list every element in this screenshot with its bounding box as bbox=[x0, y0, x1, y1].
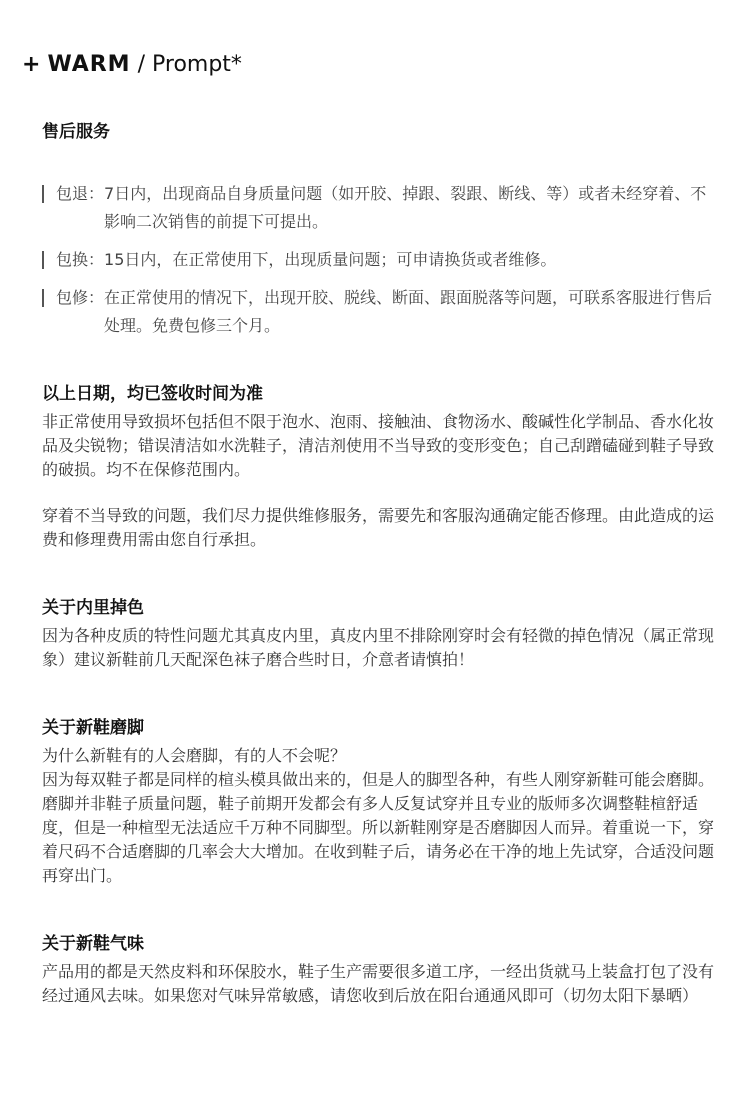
after-sales-title: 售后服务 bbox=[42, 122, 110, 142]
policy-repair bbox=[42, 284, 722, 340]
brand-header bbox=[22, 50, 242, 80]
dates-title: 以上日期，均已签收时间为准 bbox=[42, 384, 263, 404]
odor-title: 关于新鞋气味 bbox=[42, 934, 144, 954]
dates-paragraph-2: 穿着不当导致的问题，我们尽力提供维修服务，需要先和客服沟通确定能否修理。由此造成的运费和修理费用需由您自行承担。 bbox=[42, 506, 715, 549]
policy-bar-icon bbox=[42, 289, 44, 307]
policy-label: 包退： bbox=[56, 184, 105, 203]
policy-text: 15日内，在正常使用下，出现质量问题；可申请换货或者维修。 bbox=[104, 250, 557, 269]
policy-text: 7日内，出现商品自身质量问题（如开胶、掉跟、裂跟、断线、等）或者未经穿着、不影响二次销售的前提下可提出。 bbox=[104, 184, 707, 231]
policy-bar-icon bbox=[42, 251, 44, 269]
header-subtitle: Prompt* bbox=[152, 52, 242, 77]
policy-bar-icon bbox=[42, 185, 44, 203]
chafing-question: 为什么新鞋有的人会磨脚，有的人不会呢？ bbox=[42, 746, 347, 765]
policy-return bbox=[42, 180, 722, 236]
policy-text: 在正常使用的情况下，出现开胶、脱线、断面、跟面脱落等问题，可联系客服进行售后处理。免费包修三个月。 bbox=[104, 288, 713, 335]
lining-paragraph: 因为各种皮质的特性问题尤其真皮内里，真皮内里不排除刚穿时会有轻微的掉色情况（属正常现象）建议新鞋前几天配深色袜子磨合些时日，介意者请慎拍！ bbox=[42, 626, 715, 669]
notice-content bbox=[42, 120, 722, 1008]
odor-paragraph: 产品用的都是天然皮料和环保胶水，鞋子生产需要很多道工序，一经出货就马上装盒打包了没有经过通风去味。如果您对气味异常敏感，请您收到后放在阳台通通风即可（切勿太阳下暴晒） bbox=[42, 962, 715, 1005]
chafing-paragraph: 因为每双鞋子都是同样的楦头模具做出来的，但是人的脚型各种，有些人刚穿新鞋可能会磨脚。磨脚并非鞋子质量问题，鞋子前期开发都会有多人反复试穿并且专业的版师多次调整鞋楦舒适度，但是一种楦型无法适应千万种不同脚型。所以新鞋刚穿是否磨脚因人而异。着重说一下，穿着尺码不合适磨脚的几率会大大增加。在收到鞋子后，请务必在干净的地上先试穿，合适没问题再穿出门。 bbox=[42, 770, 715, 885]
policy-label: 包修： bbox=[56, 288, 105, 307]
brand-name: WARM bbox=[47, 52, 131, 77]
dates-paragraph-1: 非正常使用导致损坏包括但不限于泡水、泡雨、接触油、食物汤水、酸碱性化学制品、香水化妆品及尖锐物；错误清洁如水洗鞋子，清洁剂使用不当导致的变形变色；自己刮蹭磕碰到鞋子导致的破损。均不在保修范围内。 bbox=[42, 412, 715, 479]
policy-exchange bbox=[42, 246, 722, 274]
lining-title: 关于内里掉色 bbox=[42, 598, 144, 618]
slash-separator: / bbox=[137, 52, 145, 77]
policy-label: 包换： bbox=[56, 250, 105, 269]
plus-mark: + bbox=[22, 52, 41, 77]
chafing-title: 关于新鞋磨脚 bbox=[42, 718, 144, 738]
